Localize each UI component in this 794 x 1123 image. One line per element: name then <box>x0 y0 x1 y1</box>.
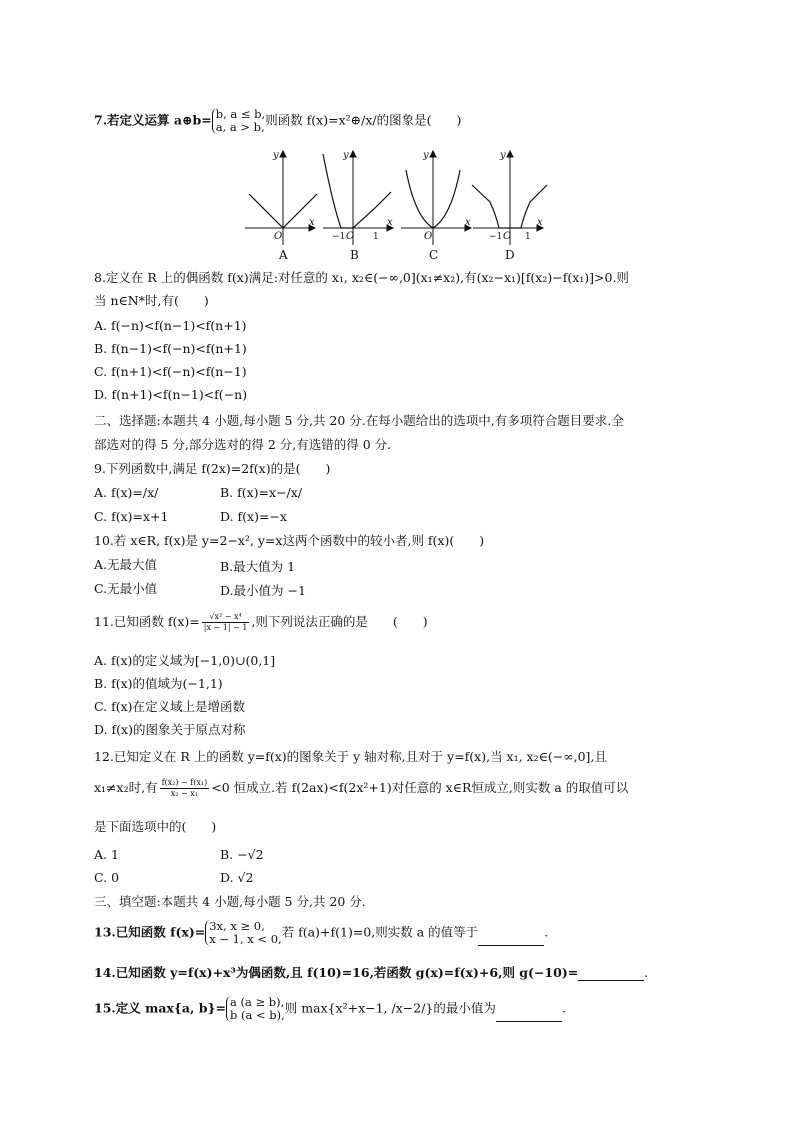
q9-option-b: B. f(x)=x−/x/ <box>220 485 303 500</box>
q13-prefix: 13.已知函数 f(x)= <box>94 924 206 940</box>
section-2-line-2: 部选对的得 5 分,部分选对的得 2 分,有选错的得 0 分. <box>94 437 392 452</box>
q11-option-b: B. f(x)的值域为(−1,1) <box>94 676 223 691</box>
q11-fraction <box>202 612 250 633</box>
q8-option-c: C. f(n+1)<f(−n)<f(n−1) <box>94 364 247 379</box>
q9-option-a: A. f(x)=/x/ <box>94 485 159 500</box>
q7-piece-1: b, a ≤ b, <box>215 107 266 121</box>
question-14: 14.已知函数 y=f(x)+x³为偶函数,且 f(10)=16,若函数 g(x)=f(x)+6,则 g(−10)= . <box>94 965 649 980</box>
q12-line-3: 是下面选项中的( ) <box>94 819 217 834</box>
q12-option-d: D. √2 <box>220 870 254 885</box>
graph-c-y-label: y <box>423 150 429 161</box>
graph-a-x-label: x <box>309 217 315 228</box>
q15-answer-blank[interactable] <box>496 1009 562 1022</box>
graph-a-label: A <box>279 248 288 262</box>
q11-denominator: |x − 1| − 1 <box>203 623 248 632</box>
graph-b-x-label: x <box>387 217 393 228</box>
graph-b-tick-1: 1 <box>373 232 379 242</box>
graph-b-curve <box>323 154 391 228</box>
graph-c-label: C <box>429 248 439 262</box>
q9-stem: 9.下列函数中,满足 f(2x)=2f(x)的是( ) <box>94 461 331 476</box>
q15-suffix: 则 max{x²+x−1, /x−2/}的最小值为 <box>284 1000 496 1016</box>
q8-option-b: B. f(n−1)<f(−n)<f(n+1) <box>94 341 247 356</box>
graph-d-tick-1: 1 <box>525 232 531 242</box>
q11-numerator: √x² − x⁴ <box>202 612 250 623</box>
q10-option-d: D.最小值为 −1 <box>220 583 306 598</box>
q11-option-a: A. f(x)的定义域为[−1,0)∪(0,1] <box>94 653 276 668</box>
graph-d-tick-neg1: −1 <box>489 232 503 242</box>
q14-stem: 14.已知函数 y=f(x)+x³为偶函数,且 f(10)=16,若函数 g(x)=f(x)+6,则 g(−10)= <box>94 965 579 980</box>
graph-d-origin: O <box>503 231 512 242</box>
graph-a-y-label: y <box>273 150 279 161</box>
graph-b-label: B <box>350 248 359 262</box>
question-11 <box>94 612 428 633</box>
q12-option-a: A. 1 <box>94 847 119 862</box>
graph-b-y-label: y <box>343 150 349 161</box>
q8-option-a: A. f(−n)<f(n−1)<f(n+1) <box>94 318 247 333</box>
q13-piecewise <box>205 920 281 946</box>
q13-piece-2: x − 1, x < 0, <box>209 932 282 946</box>
q10-stem: 10.若 x∈R, f(x)是 y=2−x², y=x这两个函数中的较小者,则 f(x)( ) <box>94 533 485 548</box>
q11-option-d: D. f(x)的图象关于原点对称 <box>94 722 246 737</box>
q15-prefix: 15.定义 max{a, b}= <box>94 1000 226 1016</box>
q7-piece-2: a, a > b, <box>215 120 265 134</box>
q12-fraction <box>160 778 210 799</box>
section-3-heading: 三、填空题:本题共 4 小题,每小题 5 分,共 20 分. <box>94 894 366 909</box>
graph-d-y-label: y <box>500 150 506 161</box>
q7-graphs <box>243 145 553 263</box>
q15-piecewise <box>226 996 285 1022</box>
q11-suffix: ,则下列说法正确的是 ( ) <box>251 614 428 629</box>
question-7 <box>94 108 461 134</box>
q15-piece-1: a (a ≥ b), <box>229 995 285 1009</box>
q9-option-d: D. f(x)=−x <box>220 509 287 524</box>
q12-line-2-suffix: <0 恒成立.若 f(2ax)<f(2x²+1)对任意的 x∈R恒成立,则实数 a 的取值可以 <box>211 780 629 795</box>
graph-b-tick-neg1: −1 <box>332 232 346 242</box>
q8-line-1: 8.定义在 R 上的偶函数 f(x)满足:对任意的 x₁, x₂∈(−∞,0](x₁≠x₂),有(x₂−x₁)[f(x₂)−f(x₁)]>0.则 <box>94 270 629 285</box>
q11-option-c: C. f(x)在定义域上是增函数 <box>94 699 245 714</box>
q13-answer-blank[interactable] <box>478 933 544 946</box>
q15-piece-2: b (a < b), <box>229 1008 285 1022</box>
question-13: 13.已知函数 f(x)= 3x, x ≥ 0, x − 1, x < 0, 若 f(a)+f(1)=0,则实数 a 的值等于 . <box>94 919 549 946</box>
q10-option-c: C.无最小值 <box>94 581 158 596</box>
q8-option-d: D. f(n+1)<f(n−1)<f(−n) <box>94 387 248 402</box>
q12-line-2-prefix: x₁≠x₂时,有 <box>94 780 158 795</box>
question-15: 15.定义 max{a, b}= a (a ≥ b), b (a < b), 则 max{x²+x−1, /x−2/}的最小值为 . <box>94 995 566 1022</box>
q10-option-a: A.无最大值 <box>94 557 158 572</box>
q13-piece-1: 3x, x ≥ 0, <box>209 919 265 933</box>
graph-d-x-label: x <box>537 217 543 228</box>
graph-c-x-label: x <box>465 217 471 228</box>
q14-answer-blank[interactable] <box>578 968 644 981</box>
q12-denominator: x₂ − x₁ <box>170 789 199 798</box>
q12-option-c: C. 0 <box>94 870 120 885</box>
q10-option-b: B.最大值为 1 <box>220 559 296 574</box>
graph-b-origin: O <box>346 231 355 242</box>
q12-option-b: B. −√2 <box>220 847 264 862</box>
q8-line-2: 当 n∈N*时,有( ) <box>94 293 209 308</box>
section-2-line-1: 二、选择题:本题共 4 小题,每小题 5 分,共 20 分.在每小题给出的选项中,有多项符合题目要求.全 <box>94 413 624 428</box>
q13-suffix: 若 f(a)+f(1)=0,则实数 a 的值等于 <box>281 924 479 940</box>
q7-prefix: 7.若定义运算 a⊕b= <box>94 112 212 128</box>
graph-a-origin: O <box>274 231 283 242</box>
q11-prefix: 11.已知函数 f(x)= <box>94 614 200 629</box>
q12-line-1: 12.已知定义在 R 上的函数 y=f(x)的图象关于 y 轴对称,且对于 y=f(x),当 x₁, x₂∈(−∞,0],且 <box>94 749 607 764</box>
graph-d-label: D <box>505 248 515 262</box>
q7-suffix: 则函数 f(x)=x²⊕/x/的图象是( ) <box>265 112 462 128</box>
q9-option-c: C. f(x)=x+1 <box>94 509 169 524</box>
q7-piecewise <box>212 108 266 134</box>
q12-line-2 <box>94 778 628 799</box>
graph-c-origin: O <box>424 231 433 242</box>
q12-numerator: f(x₂) − f(x₁) <box>161 778 208 787</box>
